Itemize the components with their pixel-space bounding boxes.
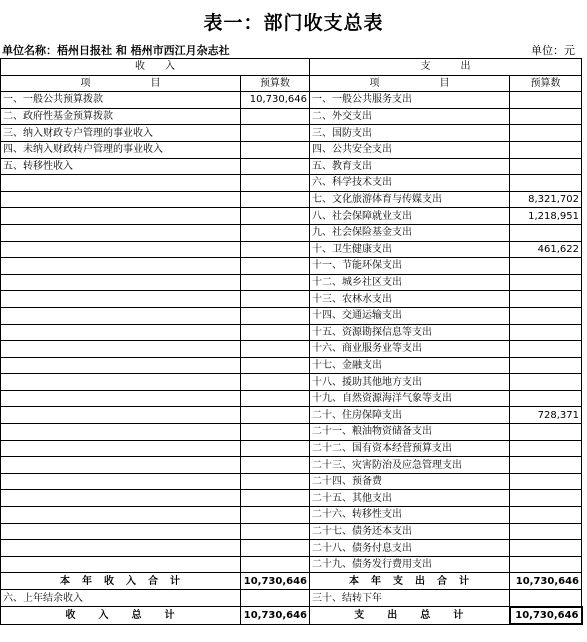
table-row [1,507,582,524]
prior-year-balance-label: 六、上年结余收入 [1,590,241,607]
income-amount [241,158,310,175]
expense-amount [510,556,582,573]
income-item [1,324,241,341]
expense-item: 二十一、粮油物资储备支出 [310,424,510,441]
income-item [1,390,241,407]
expense-amount [510,357,582,374]
expense-amount [510,324,582,341]
expense-amount [510,258,582,275]
expense-amount [510,523,582,540]
expense-item: 十二、城乡社区支出 [310,274,510,291]
expense-amount [510,224,582,241]
table-row [1,407,582,424]
expense-budget-header: 预算数 [510,75,582,92]
expense-item: 二十二、国有资本经营预算支出 [310,440,510,457]
table-row [1,241,582,258]
table-row [1,556,582,573]
table-row [1,324,582,341]
year-expense-total-label: 本 年 支 出 合 计 [310,573,510,590]
income-item [1,490,241,507]
expense-item: 一、一般公共服务支出 [310,92,510,109]
expense-amount: 461,622 [510,241,582,258]
expense-amount [510,540,582,557]
income-amount [241,507,310,524]
expense-amount [510,175,582,192]
expense-item: 二、外交支出 [310,108,510,125]
income-amount [241,490,310,507]
income-amount: 10,730,646 [241,92,310,109]
expense-amount [510,390,582,407]
income-item [1,341,241,358]
expense-group-header: 支 出 [310,59,582,76]
income-amount [241,523,310,540]
expense-item: 十五、资源勘探信息等支出 [310,324,510,341]
income-amount [241,324,310,341]
income-item [1,291,241,308]
income-item [1,208,241,225]
income-item [1,191,241,208]
table-row [1,125,582,142]
expense-amount [510,274,582,291]
expense-item: 十、卫生健康支出 [310,241,510,258]
expense-item: 二十七、债务还本支出 [310,523,510,540]
table-row [1,357,582,374]
expense-item: 二十三、灾害防治及应急管理支出 [310,457,510,474]
income-budget-header: 预算数 [241,75,310,92]
income-grand-total-amount: 10,730,646 [241,607,310,625]
expense-item: 十七、金融支出 [310,357,510,374]
income-amount [241,390,310,407]
income-group-header: 收 入 [1,59,310,76]
expense-item: 四、公共安全支出 [310,141,510,158]
expense-item: 五、教育支出 [310,158,510,175]
expense-item: 二十六、转移性支出 [310,507,510,524]
income-item [1,523,241,540]
income-item: 二、政府性基金预算拨款 [1,108,241,125]
table-row [1,440,582,457]
expense-item-header: 项 目 [310,75,510,92]
table-row [1,158,582,175]
expense-item: 十三、农林水支出 [310,291,510,308]
income-amount [241,341,310,358]
income-item [1,440,241,457]
income-amount [241,141,310,158]
income-item: 一、一般公共预算拨款 [1,92,241,109]
income-amount [241,440,310,457]
income-amount [241,357,310,374]
income-amount [241,307,310,324]
income-item [1,374,241,391]
table-row [1,307,582,324]
income-amount [241,291,310,308]
table-row [1,224,582,241]
expense-item: 二十、住房保障支出 [310,407,510,424]
income-amount [241,208,310,225]
page-title: 表一：部门收支总表 [203,12,384,34]
income-item [1,274,241,291]
prior-year-balance-amount [241,590,310,607]
income-amount [241,556,310,573]
income-item [1,258,241,275]
income-amount [241,407,310,424]
year-income-total-label: 本 年 收 入 合 计 [1,573,241,590]
income-amount [241,473,310,490]
expense-amount [510,158,582,175]
income-amount [241,175,310,192]
expense-amount: 1,218,951 [510,208,582,225]
income-amount [241,274,310,291]
income-amount [241,241,310,258]
budget-summary-table [0,58,583,625]
income-item [1,424,241,441]
expense-amount: 8,321,702 [510,191,582,208]
income-grand-total-label: 收 入 总 计 [1,607,241,625]
table-row [1,424,582,441]
table-row [1,523,582,540]
expense-amount [510,108,582,125]
expense-item: 十九、自然资源海洋气象等支出 [310,390,510,407]
income-item: 三、纳入财政专户管理的事业收入 [1,125,241,142]
group-header-row [1,59,582,76]
expense-amount [510,141,582,158]
expense-amount [510,291,582,308]
expense-item: 十四、交通运输支出 [310,307,510,324]
income-amount [241,540,310,557]
table-row [1,258,582,275]
table-row [1,457,582,474]
table-row [1,374,582,391]
table-row [1,473,582,490]
year-income-total-amount: 10,730,646 [241,573,310,590]
carry-forward-amount [510,590,582,607]
year-expense-total-amount: 10,730,646 [510,573,582,590]
income-amount [241,258,310,275]
table-row [1,92,582,109]
expense-amount: 728,371 [510,407,582,424]
expense-item: 二十八、债务付息支出 [310,540,510,557]
table-row [1,108,582,125]
table-row [1,291,582,308]
income-amount [241,374,310,391]
expense-amount [510,507,582,524]
column-header-row [1,75,582,92]
unit-name: 单位名称：梧州日报社 和 梧州市西江月杂志社 [2,44,230,57]
currency-unit: 单位：元 [531,44,575,57]
expense-grand-total-label: 支 出 总 计 [310,607,510,625]
income-item: 五、转移性收入 [1,158,241,175]
expense-amount [510,125,582,142]
income-amount [241,457,310,474]
expense-amount [510,374,582,391]
income-item [1,407,241,424]
expense-item: 七、文化旅游体育与传媒支出 [310,191,510,208]
table-row [1,141,582,158]
expense-item: 十八、援助其他地方支出 [310,374,510,391]
year-total-row [1,573,582,590]
income-item [1,241,241,258]
carry-forward-label: 三十、结转下年 [310,590,510,607]
expense-item: 十一、节能环保支出 [310,258,510,275]
expense-amount [510,92,582,109]
expense-amount [510,457,582,474]
income-amount [241,125,310,142]
expense-item: 二十五、其他支出 [310,490,510,507]
income-amount [241,108,310,125]
income-amount [241,424,310,441]
expense-amount [510,473,582,490]
expense-amount [510,440,582,457]
income-amount [241,224,310,241]
expense-amount [510,424,582,441]
expense-amount [510,341,582,358]
expense-item: 六、科学技术支出 [310,175,510,192]
income-item [1,357,241,374]
expense-item: 二十四、预备费 [310,473,510,490]
table-row [1,274,582,291]
carry-over-row [1,590,582,607]
income-amount [241,191,310,208]
expense-item: 三、国防支出 [310,125,510,142]
table-row [1,540,582,557]
expense-item: 八、社会保障就业支出 [310,208,510,225]
income-item [1,175,241,192]
expense-grand-total-amount: 10,730,646 [510,607,582,625]
income-item [1,457,241,474]
income-item-header: 项 目 [1,75,241,92]
table-row [1,208,582,225]
income-item [1,307,241,324]
grand-total-row [1,607,582,625]
table-row [1,341,582,358]
table-row [1,175,582,192]
income-item [1,507,241,524]
expense-item: 九、社会保险基金支出 [310,224,510,241]
expense-item: 十六、商业服务业等支出 [310,341,510,358]
table-row [1,191,582,208]
income-item: 四、未纳入财政转户管理的事业收入 [1,141,241,158]
income-item [1,540,241,557]
income-item [1,556,241,573]
expense-item: 二十九、债务发行费用支出 [310,556,510,573]
income-item [1,473,241,490]
expense-amount [510,307,582,324]
income-item [1,224,241,241]
expense-amount [510,490,582,507]
table-row [1,390,582,407]
table-row [1,490,582,507]
